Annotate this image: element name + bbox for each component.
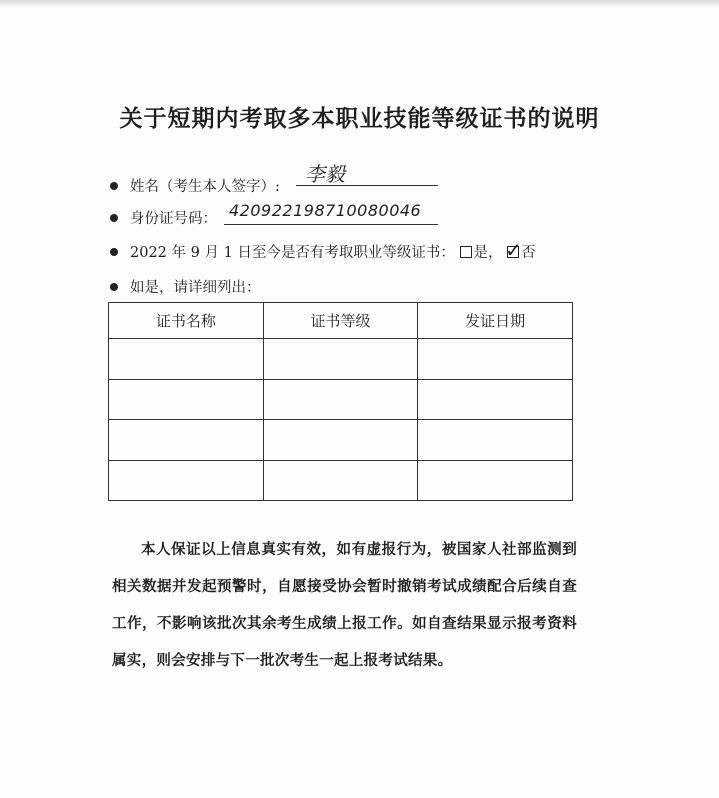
table-cell[interactable] xyxy=(418,460,573,501)
header-cert-name: 证书名称 xyxy=(109,303,264,339)
certificate-table xyxy=(108,302,573,501)
table-cell[interactable] xyxy=(263,460,418,501)
table-header-row xyxy=(109,303,573,339)
yes-label: 是， xyxy=(473,245,503,261)
table-cell[interactable] xyxy=(109,460,264,501)
table-cell[interactable] xyxy=(263,339,418,380)
list-prompt-text: 如是，请详细列出： xyxy=(130,280,261,296)
list-prompt-row xyxy=(110,276,261,297)
cert-question-row xyxy=(110,238,536,262)
page-top-edge xyxy=(0,0,719,8)
table-row xyxy=(109,460,573,501)
cert-question-text: 2022 年 9 月 1 日至今是否有考取职业等级证书： xyxy=(130,245,455,261)
bullet-icon xyxy=(110,214,118,222)
table-row xyxy=(109,420,573,461)
table-cell[interactable] xyxy=(263,379,418,420)
bullet-icon xyxy=(110,182,118,190)
bullet-icon xyxy=(110,248,118,256)
header-cert-level: 证书等级 xyxy=(263,303,418,339)
yes-checkbox[interactable] xyxy=(460,246,472,258)
table-cell[interactable] xyxy=(263,420,418,461)
table-cell[interactable] xyxy=(109,420,264,461)
id-field-row xyxy=(110,207,217,228)
table-cell[interactable] xyxy=(418,339,573,380)
name-signature-value: 李毅 xyxy=(305,162,345,186)
no-label: 否 xyxy=(521,245,536,261)
table-cell[interactable] xyxy=(109,339,264,380)
header-issue-date: 发证日期 xyxy=(418,303,573,339)
document-title: 关于短期内考取多本职业技能等级证书的说明 xyxy=(119,105,600,132)
name-field-row xyxy=(110,175,280,196)
table-cell[interactable] xyxy=(418,379,573,420)
no-checkbox[interactable] xyxy=(505,238,522,262)
table-cell[interactable] xyxy=(109,379,264,420)
checkmark-icon: ✓ xyxy=(505,238,522,262)
statement-paragraph: 本人保证以上信息真实有效，如有虚报行为，被国家人社部监测到相关数据并发起预警时，自愿接受协会暂时撤销考试成绩配合后续自查工作，不影响该批次其余考生成绩上报工作。如自查结果显示报考资料属实，则会安排与下一批次考生一起上报考试结果。 xyxy=(112,541,577,669)
bullet-icon xyxy=(110,283,118,291)
name-field-label: 姓名（考生本人签字）: xyxy=(130,179,280,195)
id-field-label: 身份证号码： xyxy=(130,211,217,227)
table-row xyxy=(109,339,573,380)
id-number-value: 420922198710080046 xyxy=(229,201,422,220)
table-cell[interactable] xyxy=(418,420,573,461)
table-row xyxy=(109,379,573,420)
